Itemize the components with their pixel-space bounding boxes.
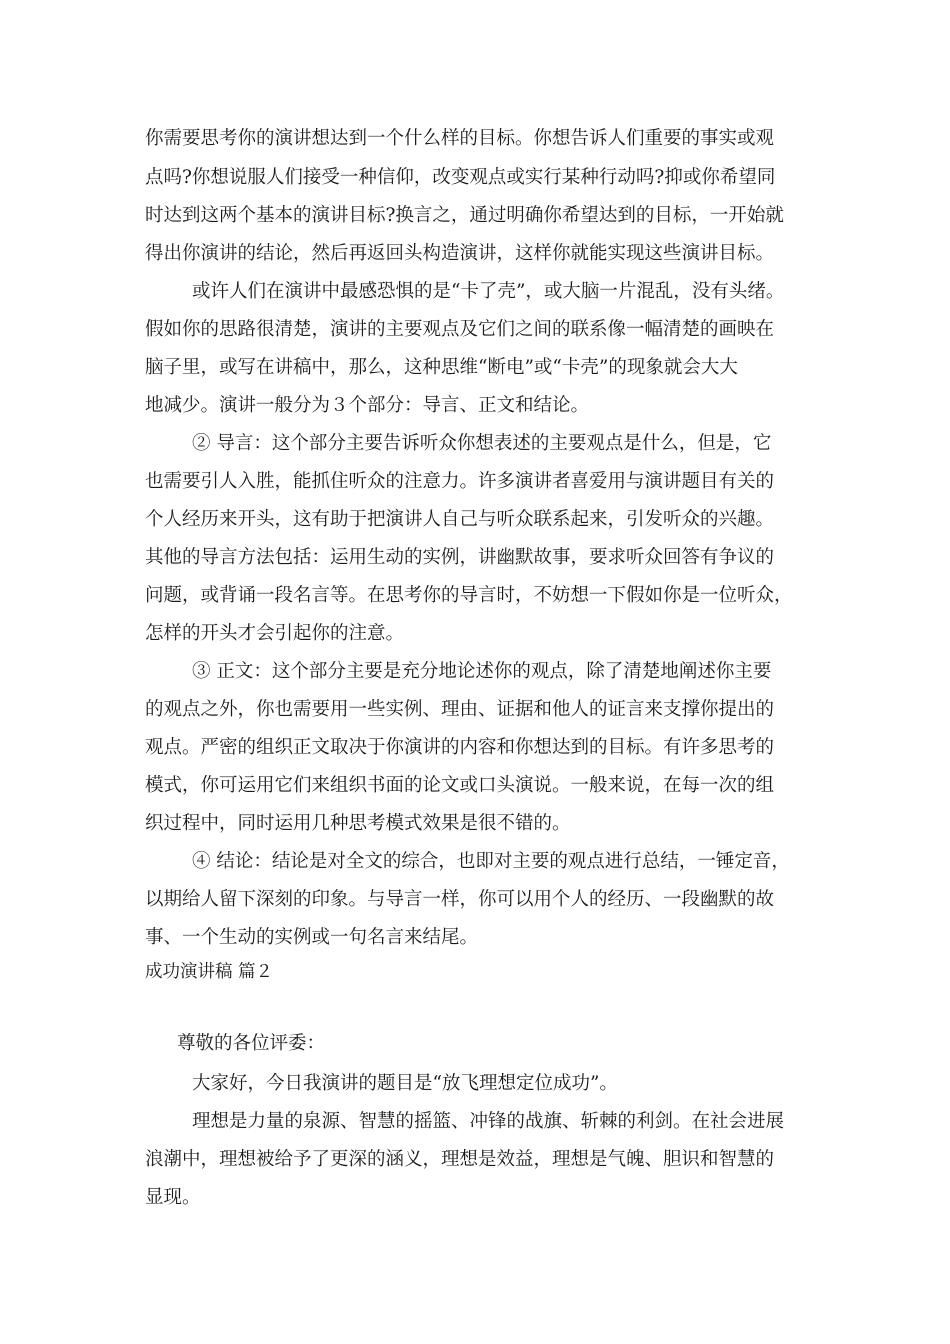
paragraph-line: 你需要思考你的演讲想达到一个什么样的目标。你想告诉人们重要的事实或观 [145,128,775,149]
paragraph-line: 地减少。演讲一般分为３个部分：导言、正文和结论。 [145,395,590,416]
paragraph-line: ④ 结论：结论是对全文的综合，也即对主要的观点进行总结，一锤定音， [192,851,790,872]
greeting: 大家好，今日我演讲的题目是“放飞理想定位成功”。 [192,1073,618,1094]
paragraph-line: 以期给人留下深刻的印象。与导言一样，你可以用个人的经历、一段幽默的故 [145,889,775,910]
paragraph-line: 模式，你可运用它们来组织书面的论文或口头演说。一般来说，在每一次的组 [145,775,775,796]
section-heading: 成功演讲稿 篇２ [145,962,274,982]
paragraph-line: 事、一个生动的实例或一句名言来结尾。 [145,927,479,948]
paragraph-line: 的观点之外，你也需要用一些实例、理由、证据和他人的证言来支撑你提出的 [145,699,775,720]
paragraph-line: 得出你演讲的结论，然后再返回头构造演讲，这样你就能实现这些演讲目标。 [145,243,775,264]
paragraph-line: 显现。 [145,1187,201,1208]
paragraph-line: 浪潮中，理想被给予了更深的涵义，理想是效益，理想是气魄、胆识和智慧的 [145,1149,775,1170]
paragraph-line: 假如你的思路很清楚，演讲的主要观点及它们之间的联系像一幅清楚的画映在 [145,319,775,340]
paragraph-line: 理想是力量的泉源、智慧的摇篮、冲锋的战旗、斩棘的利剑。在社会进展 [192,1111,785,1132]
paragraph-line: 问题，或背诵一段名言等。在思考你的导言时，不妨想一下假如你是一位听众， [145,585,793,606]
paragraph-line: ③ 正文：这个部分主要是充分地论述你的观点，除了清楚地阐述你主要 [192,661,772,682]
paragraph-line: 其他的导言方法包括：运用生动的实例，讲幽默故事，要求听众回答有争议的 [145,547,775,568]
paragraph-line: 观点。严密的组织正文取决于你演讲的内容和你想达到的目标。有许多思考的 [145,737,775,758]
paragraph-line: 或许人们在演讲中最感恐惧的是“卡了壳”，或大脑一片混乱，没有头绪。 [192,281,785,302]
paragraph-line: 也需要引人入胜，能抓住听众的注意力。许多演讲者喜爱用与演讲题目有关的 [145,471,775,492]
salutation: 尊敬的各位评委： [177,1033,326,1054]
paragraph-line: 织过程中，同时运用几种思考模式效果是很不错的。 [145,813,571,834]
paragraph-line: 怎样的开头才会引起你的注意。 [145,623,405,644]
paragraph-line: 个人经历来开头，这有助于把演讲人自己与听众联系起来，引发听众的兴趣。 [145,509,775,530]
paragraph-line: 点吗?你想说服人们接受一种信仰，改变观点或实行某种行动吗?抑或你希望同 [145,167,776,188]
paragraph-line: 时达到这两个基本的演讲目标?换言之，通过明确你希望达到的目标，一开始就 [145,205,784,226]
paragraph-line: 脑子里，或写在讲稿中，那么，这种思维“断电”或“卡壳”的现象就会大大 [145,357,738,378]
paragraph-line: ② 导言：这个部分主要告诉听众你想表述的主要观点是什么，但是，它 [192,433,772,454]
